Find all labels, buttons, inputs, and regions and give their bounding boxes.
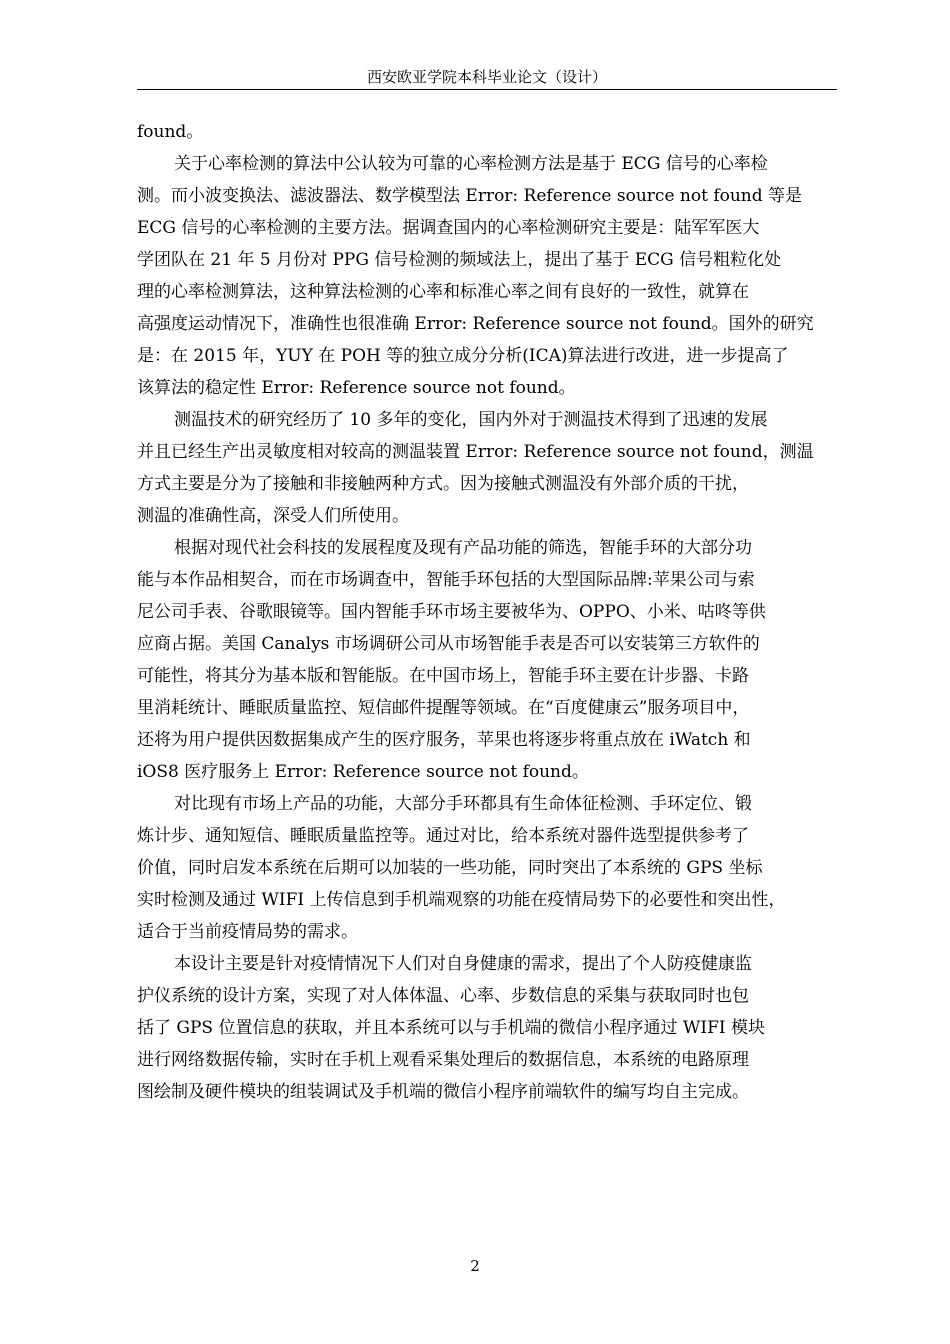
text-line: 并且已经生产出灵敏度相对较高的测温装置 Error: Reference source not found，测温	[137, 442, 814, 462]
text-line: 尼公司手表、谷歌眼镜等。国内智能手环市场主要被华为、OPPO、小米、咕咚等供	[137, 602, 766, 622]
text-line: 本设计主要是针对疫情情况下人们对自身健康的需求，提出了个人防疫健康监	[174, 954, 752, 974]
text-line: 测温技术的研究经历了 10 多年的变化，国内外对于测温技术得到了迅速的发展	[174, 410, 768, 430]
text-line: 理的心率检测算法，这种算法检测的心率和标准心率之间有良好的一致性，就算在	[137, 282, 749, 302]
text-line: 还将为用户提供因数据集成产生的医疗服务，苹果也将逐步将重点放在 iWatch 和	[137, 730, 751, 750]
text-line: 高强度运动情况下，准确性也很准确 Error: Reference source not found。国外的研究	[137, 314, 814, 334]
text-line: 实时检测及通过 WIFI 上传信息到手机端观察的功能在疫情局势下的必要性和突出性，	[137, 890, 786, 910]
text-line: found。	[137, 122, 204, 142]
text-line: 价值，同时启发本系统在后期可以加装的一些功能，同时突出了本系统的 GPS 坐标	[137, 858, 763, 878]
text-line: 护仪系统的设计方案，实现了对人体体温、心率、步数信息的采集与获取同时也包	[137, 986, 749, 1006]
text-line: 测。而小波变换法、滤波器法、数学模型法 Error: Reference source not found 等是	[137, 186, 803, 206]
text-line: 关于心率检测的算法中公认较为可靠的心率检测方法是基于 ECG 信号的心率检	[174, 154, 768, 174]
body-text	[137, 116, 837, 1108]
page-header-title: 西安欧亚学院本科毕业论文（设计）	[366, 68, 607, 86]
text-line: 该算法的稳定性 Error: Reference source not found。	[137, 378, 576, 398]
text-line: 学团队在 21 年 5 月份对 PPG 信号检测的频域法上，提出了基于 ECG 信号粗粒化处	[137, 250, 782, 270]
text-line: 炼计步、通知短信、睡眠质量监控等。通过对比，给本系统对器件选型提供参考了	[137, 826, 749, 846]
text-line: 图绘制及硬件模块的组装调试及手机端的微信小程序前端软件的编写均自主完成。	[137, 1082, 749, 1102]
text-line: 是：在 2015 年，YUY 在 POH 等的独立成分分析(ICA)算法进行改进，进一步提高了	[137, 346, 789, 366]
text-line: 方式主要是分为了接触和非接触两种方式。因为接触式测温没有外部介质的干扰，	[137, 474, 749, 494]
page-number: 2	[470, 1257, 480, 1275]
text-line: iOS8 医疗服务上 Error: Reference source not found。	[137, 762, 589, 782]
text-line: 进行网络数据传输，实时在手机上观看采集处理后的数据信息，本系统的电路原理	[137, 1050, 749, 1070]
text-line: 适合于当前疫情局势的需求。	[137, 922, 358, 942]
text-line: 根据对现代社会科技的发展程度及现有产品功能的筛选，智能手环的大部分功	[174, 538, 752, 558]
text-line: ECG 信号的心率检测的主要方法。据调查国内的心率检测研究主要是：陆军军医大	[137, 218, 760, 238]
text-line: 能与本作品相契合，而在市场调查中，智能手环包括的大型国际品牌:苹果公司与索	[137, 570, 755, 590]
text-line: 里消耗统计、睡眠质量监控、短信邮件提醒等领域。在“百度健康云”服务项目中，	[137, 698, 750, 718]
text-line: 对比现有市场上产品的功能，大部分手环都具有生命体征检测、手环定位、锻	[174, 794, 752, 814]
text-line: 测温的准确性高，深受人们所使用。	[137, 506, 409, 526]
header-divider	[137, 89, 837, 90]
text-line: 应商占据。美国 Canalys 市场调研公司从市场智能手表是否可以安装第三方软件的	[137, 634, 760, 654]
text-line: 可能性，将其分为基本版和智能版。在中国市场上，智能手环主要在计步器、卡路	[137, 666, 749, 686]
text-line: 括了 GPS 位置信息的获取，并且本系统可以与手机端的微信小程序通过 WIFI 模块	[137, 1018, 765, 1038]
